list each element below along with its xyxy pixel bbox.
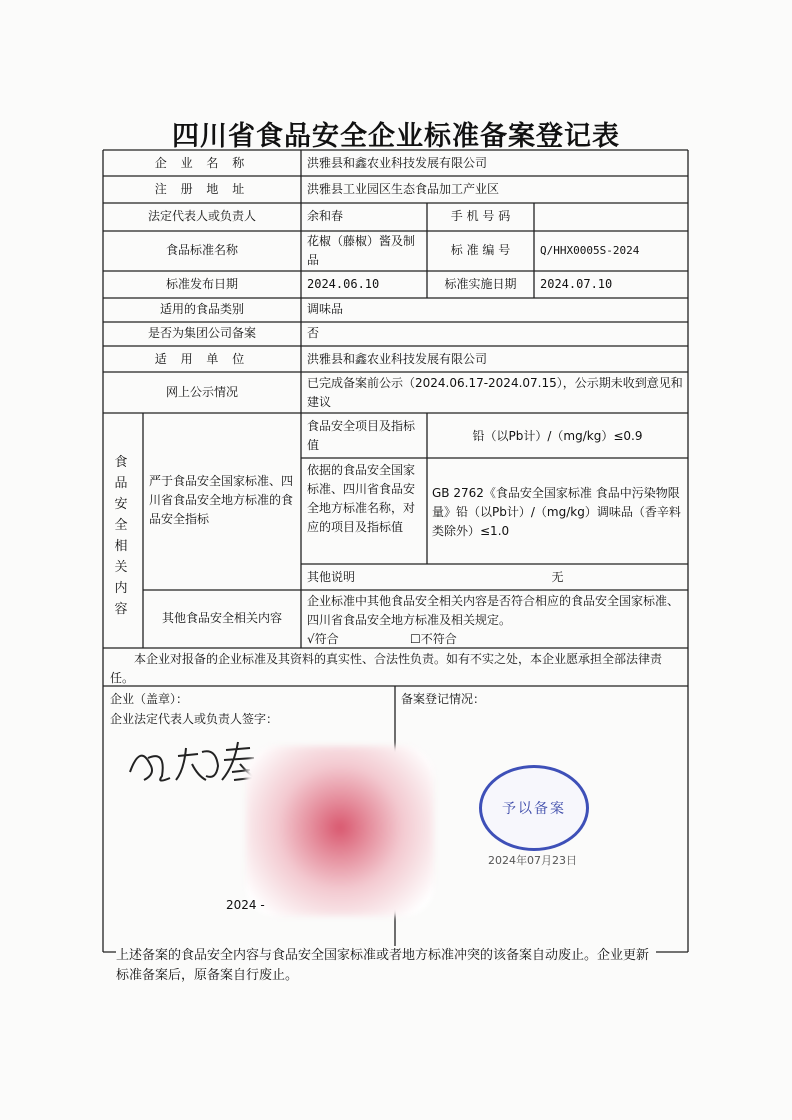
signer-label: 企业法定代表人或负责人签字：: [110, 712, 279, 726]
basis-standard-value: GB 2762《食品安全国家标准 食品中污染物限量》铅（以Pb计）/（mg/kg）调味品（香辛料类除外）≤1.0: [432, 486, 681, 538]
group-filing-label: 是否为集团公司备案: [147, 326, 256, 340]
blurred-seal: [246, 746, 434, 916]
enterprise-seal-label: 企业（盖章）：: [110, 692, 189, 706]
legal-rep-label: 法定代表人或负责人: [147, 209, 256, 223]
impl-date-value: 2024.07.10: [540, 277, 613, 291]
safety-section-label: 食品安全相关内容: [114, 455, 128, 617]
category-value: 调味品: [307, 302, 344, 316]
standard-code-value: Q/HHX0005S-2024: [540, 244, 640, 257]
standard-name-label: 食品标准名称: [165, 243, 238, 257]
safety-item-value: 铅（以Pb计）/（mg/kg）≤0.9: [472, 429, 643, 443]
other-content-text: 企业标准中其他食品安全相关内容是否符合相应的食品安全国家标准、四川省食品安全地方标准及相关规定。: [307, 594, 680, 627]
address-label: 注 册 地 址: [154, 182, 250, 196]
publish-date-label: 标准发布日期: [165, 277, 238, 291]
enterprise-name-value: 洪雅县和鑫农业科技发展有限公司: [307, 156, 488, 170]
basis-standard-label: 依据的食品安全国家标准、四川省食品安全地方标准名称，对应的项目及指标值: [307, 463, 416, 534]
stricter-indicators-label: 严于食品安全国家标准、四川省食品安全地方标准的食品安全指标: [149, 474, 294, 526]
standard-name-value: 花椒（藤椒）酱及制品: [307, 234, 416, 267]
applicable-unit-value: 洪雅县和鑫农业科技发展有限公司: [307, 352, 488, 366]
other-notes-label: 其他说明: [307, 570, 356, 584]
option-nonconform[interactable]: ☐不符合: [410, 632, 457, 646]
group-filing-value: 否: [307, 326, 320, 340]
safety-item-label: 食品安全项目及指标值: [307, 419, 416, 452]
publish-date-value: 2024.06.10: [307, 277, 380, 291]
footer-note: 上述备案的食品安全内容与食品安全国家标准或者地方标准冲突的该备案自动废止。企业更新标准备案后，原备案自行废止。: [116, 946, 656, 986]
option-conform[interactable]: √符合: [307, 632, 339, 646]
filing-status-label: 备案登记情况：: [401, 692, 486, 706]
signer-date-partial: 2024 -: [226, 898, 265, 912]
standard-code-label: 标 准 编 号: [450, 243, 511, 257]
public-notice-value: 已完成备案前公示（2024.06.17-2024.07.15），公示期未收到意见和建议: [307, 376, 683, 409]
phone-label: 手 机 号 码: [450, 209, 511, 223]
public-notice-label: 网上公示情况: [165, 385, 238, 399]
other-content-label: 其他食品安全相关内容: [161, 611, 282, 625]
handwritten-signature: [126, 736, 266, 788]
filing-approved-stamp: [479, 765, 589, 851]
address-value: 洪雅县工业园区生态食品加工产业区: [307, 182, 500, 196]
impl-date-label: 标准实施日期: [444, 277, 517, 291]
form-title: 四川省食品安全企业标准备案登记表: [172, 121, 620, 152]
declaration-text: 本企业对报备的企业标准及其资料的真实性、合法性负责。如有不实之处，本企业愿承担全部法律责任。: [110, 652, 663, 685]
category-label: 适用的食品类别: [159, 302, 244, 316]
stamp-date: 2024年07月23日: [488, 854, 577, 867]
other-notes-value: 无: [551, 570, 564, 584]
legal-rep-value: 余和春: [307, 209, 344, 223]
enterprise-name-label: 企 业 名 称: [154, 156, 250, 170]
applicable-unit-label: 适 用 单 位: [154, 352, 250, 366]
stamp-text: 予以备案: [502, 801, 566, 817]
